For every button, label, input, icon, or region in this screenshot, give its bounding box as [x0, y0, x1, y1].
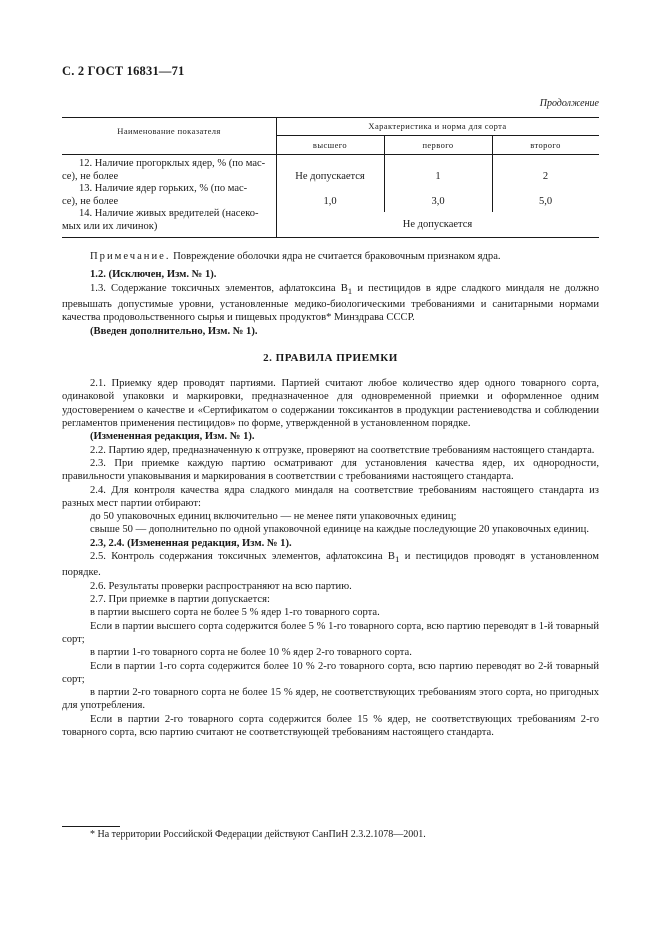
page-header: С. 2 ГОСТ 16831—71: [62, 64, 185, 78]
row-12-name-line1: 12. Наличие прогорклых ядер, % (по мас-: [79, 158, 266, 169]
para-2-4-a: до 50 упаковочных единиц включительно — не менее пяти упаковочных единиц;: [90, 511, 457, 523]
para-1-3: 1.3. Содержание токсичных элементов, афлатоксина $B_1$ и пестицидов в ядре сладкого миндаля не должно превышать допустимые уровни, установленные медико-биологическими требованиями и санитарными нормами качества продовольственного сырья и пищевых продуктов* Минздрава СССР.: [62, 282, 599, 324]
row-12-name-line2: се), не более: [62, 171, 119, 182]
para-2-1-note: (Измененная редакция, Изм. № 1).: [90, 431, 255, 443]
row-13-name-line1: 13. Наличие ядер горьких, % (по мас-: [79, 183, 248, 194]
para-2-7-b: Если в партии высшего сорта содержится более 5 % 1-го товарного сорта, всю партию переводят в 1-й товарный сорт;: [62, 620, 599, 645]
para-2-4: 2.4. Для контроля качества ядра сладкого миндаля на соответствие требованиям настоящего стандарта из разных мест партии отбирают:: [62, 484, 599, 509]
table-group-rule: [276, 135, 599, 136]
row-12-value-first: 1: [435, 171, 441, 182]
footnote-rule: [62, 826, 120, 827]
row-14-name-line1: 14. Наличие живых вредителей (насеко-: [79, 208, 259, 219]
table-bottom-rule: [62, 237, 599, 238]
para-2-7-f: Если в партии 2-го товарного сорта содержится более 15 % ядер, не соответствующих требованиям 2-го товарного сорта, всю партию считают не соответствующей требованиям настоящего стандарта.: [62, 713, 599, 739]
para-2-7: 2.7. При приемке в партии допускается:: [90, 594, 270, 606]
body-text: [62, 250, 599, 739]
table-top-rule: [62, 117, 599, 118]
sub-header-first: первого: [422, 140, 454, 150]
row-12-value-highest: Не допускается: [295, 171, 365, 182]
para-2-1: 2.1. Приемку ядер проводят партиями. Партией считают любое количество ядер одного товарного сорта, одинаковой упаковки и маркировки, предназначенное для одновременной приемки и оформленное одним удостоверением о качестве и «Сертификатом о содержании токсикантов в продукции растениеводства и соблюдении регламентов применения пестицидов» по форме, утвержденной в установленном порядке.: [62, 378, 599, 430]
row-14-name-line2: мых или их личинок): [62, 221, 158, 232]
para-2-5: 2.5. Контроль содержания токсичных элементов, афлатоксина $B_1$ и пестицидов проводят в установленном порядке.: [62, 551, 599, 579]
row-13-value-second: 5,0: [538, 196, 553, 207]
para-2-7-a: в партии высшего сорта не более 5 % ядер 1-го товарного сорта.: [90, 607, 380, 619]
continued-label: Продолжение: [539, 98, 599, 109]
para-2-3: 2.3. При приемке каждую партию осматривают для установления качества ядер, их однородности, правильности упаковывания и маркирования в соответствии с требованиями настоящего стандарта.: [62, 457, 599, 483]
table-header-rule: [62, 154, 599, 155]
section-title: 2. ПРАВИЛА ПРИЕМКИ: [263, 351, 398, 364]
row-13-name-line2: се), не более: [62, 196, 119, 207]
row-14-merged-value: Не допускается: [402, 219, 473, 230]
col-group-header: Характеристика и норма для сорта: [368, 121, 507, 131]
row-13-value-highest: 1,0: [323, 196, 337, 207]
para-2-7-c: в партии 1-го товарного сорта не более 10 % ядер 2-го товарного сорта.: [90, 647, 412, 659]
footnote: * На территории Российской Федерации действуют СанПиН 2.3.2.1078—2001.: [90, 829, 426, 840]
para-1-3-note: (Введен дополнительно, Изм. № 1).: [90, 325, 258, 337]
para-2-6: 2.6. Результаты проверки распространяют на всю партию.: [90, 580, 352, 592]
sub-header-highest: высшего: [312, 140, 348, 150]
para-2-2: 2.2. Партию ядер, предназначенную к отгрузке, проверяют на соответствие требованиям настоящего стандарта.: [90, 444, 595, 456]
col-name-header: Наименование показателя: [117, 126, 221, 136]
row-13-value-first: 3,0: [431, 196, 445, 207]
para-1-2: 1.2. (Исключен, Изм. № 1).: [90, 269, 217, 281]
sub-header-second: второго: [530, 140, 561, 150]
para-2-7-e: в партии 2-го товарного сорта не более 15 % ядер, не соответствующих требованиям этого сорта, но пригодных для употребления.: [62, 687, 599, 712]
row-12-value-second: 2: [542, 171, 549, 182]
para-2-7-d: Если в партии 1-го сорта содержится более 10 % 2-го товарного сорта, всю партию переводят во 2-й товарный сорт;: [62, 660, 599, 685]
note-text: Повреждение оболочки ядра не считается браковочным признаком ядра.: [170, 251, 501, 262]
table-note: [62, 250, 599, 263]
para-2-4-b: свыше 50 — дополнительно по одной упаковочной единице на каждые последующие 20 упаковочных единиц.: [90, 524, 589, 536]
note-label: Примечание.: [90, 251, 171, 262]
para-2-3-4-note: 2.3, 2.4. (Измененная редакция, Изм. № 1).: [90, 537, 292, 549]
